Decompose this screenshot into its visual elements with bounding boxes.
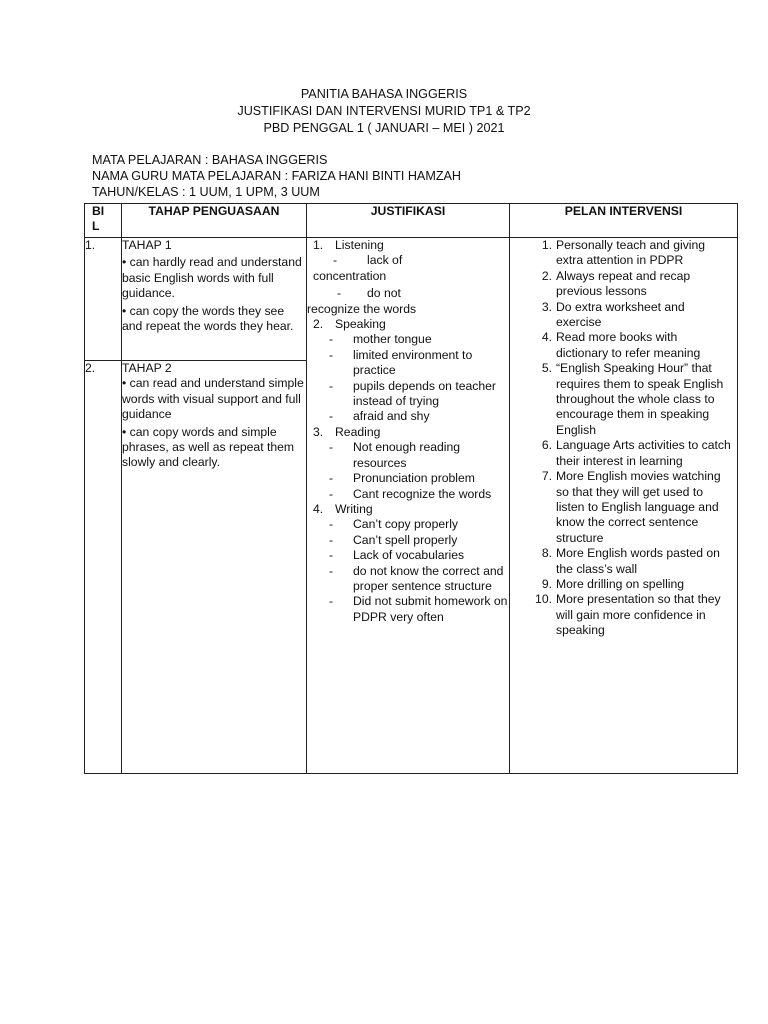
listening-sub-1: - lack of concentration bbox=[313, 253, 403, 283]
header-bil: BI L bbox=[85, 204, 122, 238]
meta-classes: TAHUN/KELAS : 1 UUM, 1 UPM, 3 UUM bbox=[92, 185, 320, 199]
meta-subject: MATA PELAJARAN : BAHASA INGGERIS bbox=[92, 153, 328, 167]
header-line-2: JUSTIFIKASI DAN INTERVENSI MURID TP1 & TP2 bbox=[237, 104, 531, 118]
list-item: - Can’t copy properly bbox=[329, 517, 458, 532]
list-item: 6. Language Arts activities to catch their interest in learning bbox=[541, 438, 731, 468]
tahap-2-bullet-1: • can read and understand simple words with visual support and full guidance bbox=[122, 376, 304, 422]
list-item: 5. “English Speaking Hour” that requires them to speak English throughout the whole class to encourage them in speaking English bbox=[541, 361, 724, 437]
header-line-1: PANITIA BAHASA INGGERIS bbox=[300, 87, 468, 101]
list-item: 2. Speaking bbox=[313, 317, 386, 332]
list-item: 3. Do extra worksheet and exercise bbox=[541, 299, 685, 330]
row-2-bil: 2. bbox=[85, 361, 122, 774]
list-item: - Did not submit homework on PDPR very often bbox=[329, 594, 508, 624]
tahap-2-bullet-2: • can copy words and simple phrases, as well as repeat them slowly and clearly. bbox=[122, 424, 295, 470]
tahap-1-bullet-1: • can hardly read and understand basic English words with full guidance. bbox=[122, 255, 302, 301]
intervention-table bbox=[84, 203, 738, 774]
tahap-2-title: TAHAP 2 bbox=[122, 361, 172, 375]
header-line-3: PBD PENGGAL 1 ( JANUARI – MEI ) 2021 bbox=[263, 121, 505, 135]
document-meta bbox=[92, 152, 461, 200]
list-item: - Lack of vocabularies bbox=[329, 548, 465, 563]
header-tahap: TAHAP PENGUASAAN bbox=[122, 204, 307, 238]
list-item: - Pronunciation problem bbox=[329, 471, 475, 486]
document-header bbox=[0, 86, 768, 137]
list-item: 7. More English movies watching so that they will get used to listen to English language and know the correct sentence structure bbox=[541, 469, 721, 545]
row-2-tahap bbox=[122, 361, 307, 774]
sub-list bbox=[307, 517, 509, 625]
intervensi-cell bbox=[510, 238, 738, 774]
list-item: 2. Always repeat and recap previous lessons bbox=[541, 268, 691, 299]
list-item: 4. Writing bbox=[313, 501, 373, 516]
justifikasi-groups bbox=[307, 317, 509, 625]
list-item: 10. More presentation so that they will gain more confidence in speaking bbox=[535, 592, 721, 638]
list-item: - mother tongue bbox=[329, 332, 432, 347]
header-justifikasi: JUSTIFIKASI bbox=[307, 204, 510, 238]
sub-list bbox=[307, 440, 509, 502]
list-item: 9. More drilling on spelling bbox=[541, 576, 685, 591]
list-item: 8. More English words pasted on the class’s wall bbox=[541, 546, 720, 576]
list-item: - pupils depends on teacher instead of trying bbox=[329, 378, 496, 409]
list-item: - afraid and shy bbox=[329, 409, 430, 424]
row-1-bil: 1. bbox=[85, 238, 122, 361]
row-1-tahap bbox=[122, 238, 307, 361]
justifikasi-cell bbox=[307, 238, 510, 774]
header-intervensi: PELAN INTERVENSI bbox=[510, 204, 738, 238]
listening-sub-2: - do not recognize the words bbox=[307, 286, 417, 316]
list-item: 3. Reading bbox=[313, 424, 381, 439]
list-item: - limited environment to practice bbox=[329, 347, 473, 378]
list-item: 1. Personally teach and giving extra attention in PDPR bbox=[541, 238, 706, 268]
tahap-1-title: TAHAP 1 bbox=[122, 238, 172, 252]
sub-list bbox=[307, 332, 509, 424]
justifikasi-list bbox=[307, 238, 509, 253]
tahap-1-bullet-2: • can copy the words they see and repeat the words they hear. bbox=[122, 303, 294, 334]
meta-teacher: NAMA GURU MATA PELAJARAN : FARIZA HANI BINTI HAMZAH bbox=[92, 169, 462, 183]
list-item: 1. Listening bbox=[313, 238, 384, 252]
table-header-row bbox=[85, 204, 738, 238]
list-item: - Can’t spell properly bbox=[329, 532, 458, 547]
list-item: - do not know the correct and proper sentence structure bbox=[329, 563, 504, 593]
list-item: 4. Read more books with dictionary to refer meaning bbox=[541, 330, 701, 360]
list-item: - Not enough reading resources bbox=[329, 440, 461, 470]
intervensi-list bbox=[510, 238, 737, 639]
table-row bbox=[85, 238, 738, 361]
list-item: - Cant recognize the words bbox=[329, 486, 492, 501]
